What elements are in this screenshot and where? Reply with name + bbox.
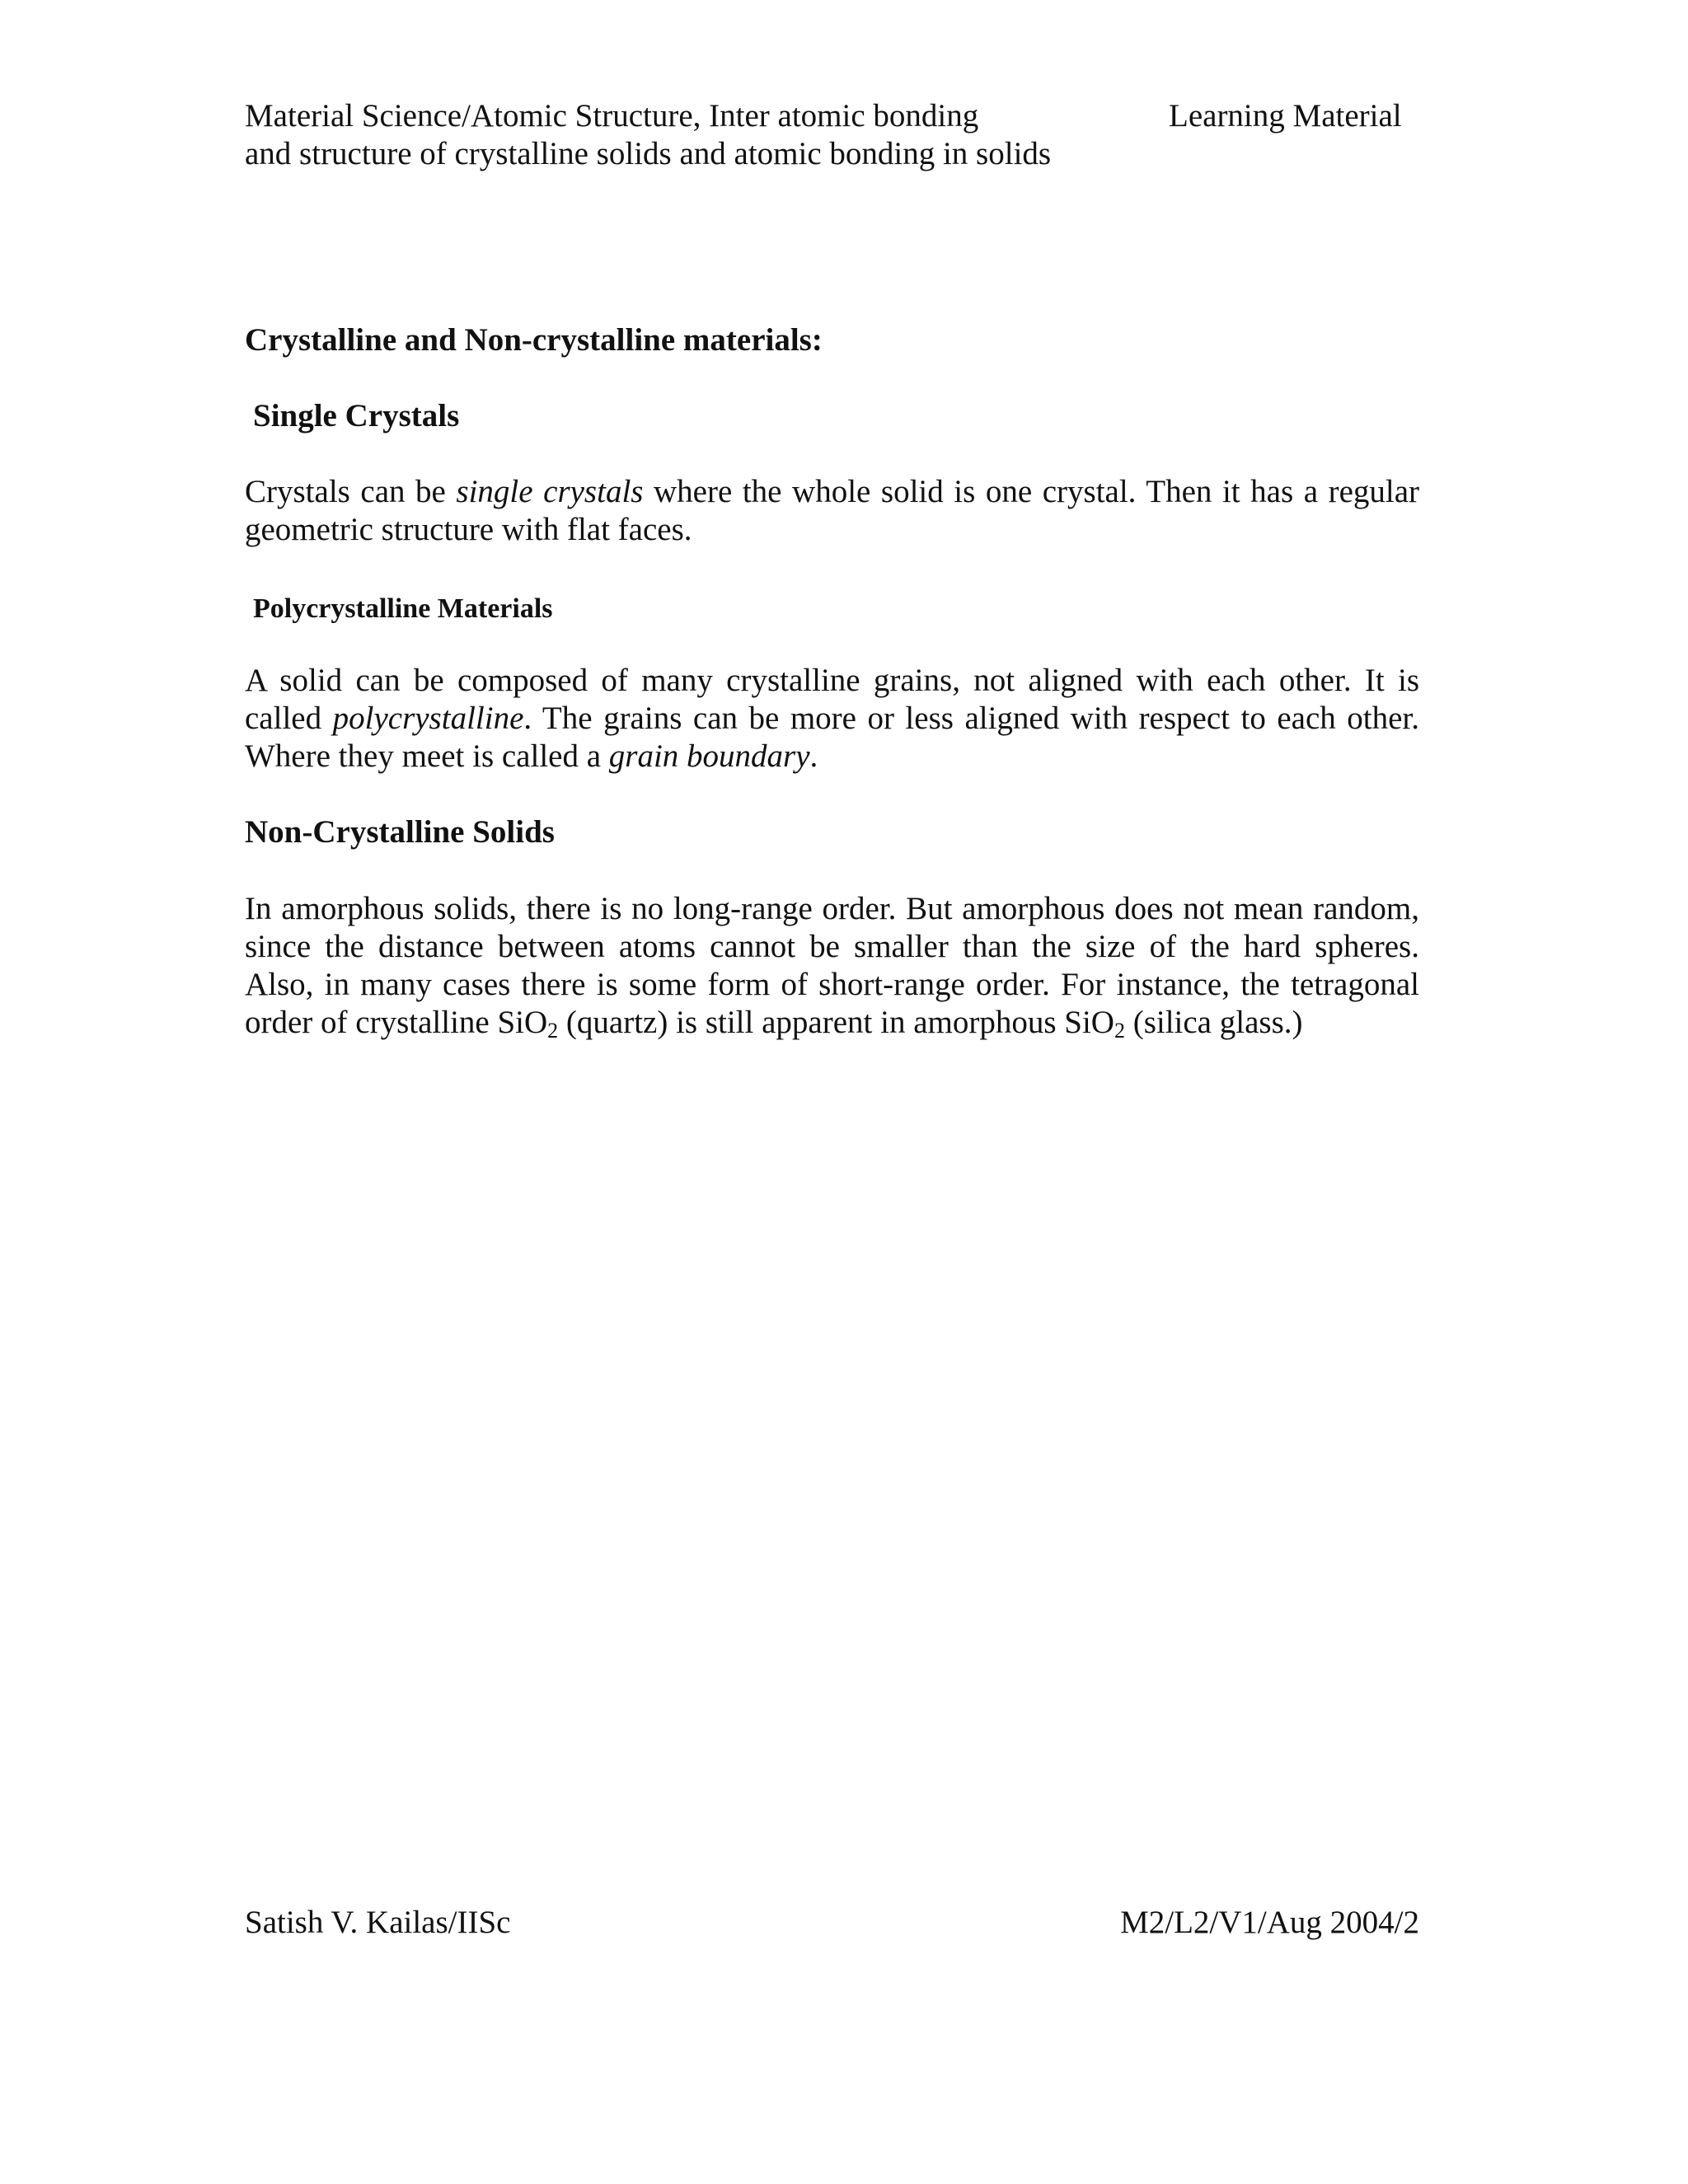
paragraph-line: called polycrystalline. The grains can be more or less aligned with respect to each other.: [245, 701, 1419, 736]
footer-author: Satish V. Kailas/IISc: [245, 1905, 511, 1940]
non-crystalline-paragraph: [245, 890, 1419, 1042]
paragraph-line: order of crystalline SiO$_2$ (quartz) is still apparent in amorphous SiO$_2$ (silica glass.): [245, 1005, 1303, 1043]
header-label: Learning Material: [1169, 98, 1402, 134]
paragraph-line: Where they meet is called a grain boundary.: [245, 738, 818, 774]
non-crystalline-heading: Non-Crystalline Solids: [245, 814, 555, 850]
paragraph-line: A solid can be composed of many crystalline grains, not aligned with each other. It is: [245, 663, 1419, 698]
polycrystalline-heading: Polycrystalline Materials: [253, 593, 553, 624]
paragraph-line: Also, in many cases there is some form of short-range order. For instance, the tetragonal: [245, 967, 1419, 1002]
paragraph-line: since the distance between atoms cannot be smaller than the size of the hard spheres.: [245, 929, 1419, 964]
single-crystals-heading: Single Crystals: [253, 398, 460, 434]
section-heading: Crystalline and Non-crystalline materials:: [245, 322, 823, 358]
paragraph-line: geometric structure with flat faces.: [245, 512, 692, 547]
emphasis-polycrystalline: polycrystalline: [332, 701, 524, 736]
paragraph-line: In amorphous solids, there is no long-range order. But amorphous does not mean random,: [245, 891, 1419, 926]
paragraph-line: Crystals can be single crystals where the whole solid is one crystal. Then it has a regular: [245, 474, 1420, 509]
emphasis-single-crystals: single crystals: [456, 474, 644, 509]
emphasis-grain-boundary: grain boundary: [608, 738, 810, 774]
header-title-line2: and structure of crystalline solids and atomic bonding in solids: [245, 136, 1052, 171]
header-title-line1: Material Science/Atomic Structure, Inter atomic bonding: [245, 98, 979, 134]
polycrystalline-paragraph: [245, 662, 1419, 776]
single-crystals-paragraph: [245, 473, 1419, 549]
header-title: [245, 97, 1151, 173]
footer-page-ref: M2/L2/V1/Aug 2004/2: [1120, 1905, 1419, 1940]
